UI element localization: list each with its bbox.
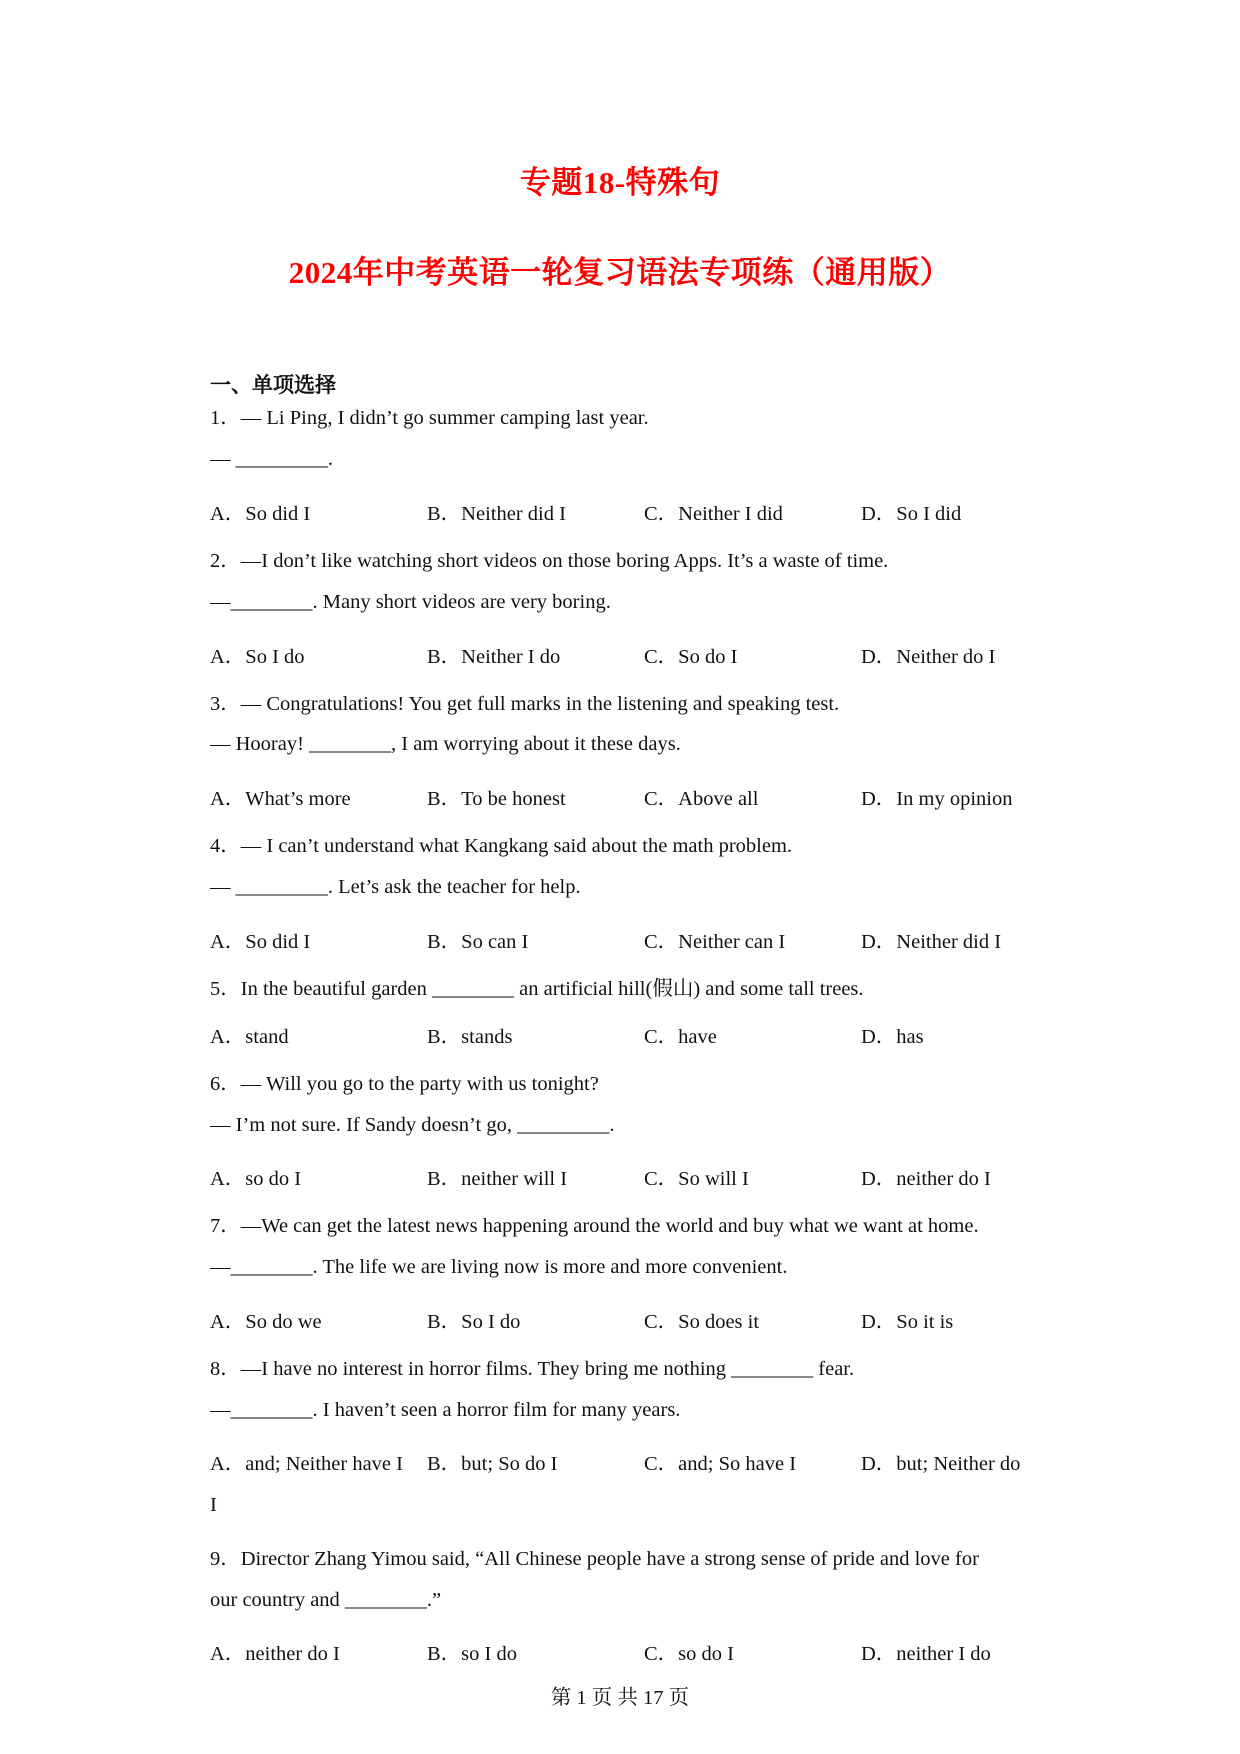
option-b[interactable]: B．Neither did I [427,503,566,525]
question-text: 3．— Congratulations! You get full marks in the listening and speaking test. [210,693,840,715]
question-text: 2．—I don’t like watching short videos on those boring Apps. It’s a waste of time. [210,550,889,572]
option-c[interactable]: C．Neither can I [644,931,786,953]
option-b[interactable]: B．stands [427,1026,513,1048]
option-c[interactable]: C．Neither I did [644,503,783,525]
option-a[interactable]: A．What’s more [210,788,351,810]
question-response: — _________. [210,448,333,470]
option-d[interactable]: D．neither do I [861,1168,991,1190]
option-b[interactable]: B．So I do [427,1311,521,1333]
option-a[interactable]: A．so do I [210,1168,302,1190]
question-text: 6．— Will you go to the party with us tonight? [210,1073,599,1095]
question-response: —________. Many short videos are very boring. [210,591,611,613]
question-text: 8．—I have no interest in horror films. They bring me nothing ________ fear. [210,1358,855,1380]
option-b[interactable]: B．To be honest [427,788,566,810]
question-response: — I’m not sure. If Sandy doesn’t go, _________. [210,1114,615,1136]
option-d[interactable]: D．So it is [861,1311,954,1333]
option-c[interactable]: C．have [644,1026,717,1048]
option-c[interactable]: C．and; So have I [644,1453,797,1475]
document-subtitle: 2024年中考英语一轮复习语法专项练（通用版） [288,255,952,290]
option-d[interactable]: D．Neither do I [861,646,996,668]
option-c[interactable]: C．So do I [644,646,738,668]
option-b[interactable]: B．So can I [427,931,529,953]
option-a[interactable]: A．So do we [210,1311,322,1333]
question-text: 5．In the beautiful garden ________ an artificial hill(假山) and some tall trees. [210,978,864,1000]
option-b[interactable]: B．but; So do I [427,1453,558,1475]
option-d[interactable]: D．neither I do [861,1643,991,1665]
question-text: 7．—We can get the latest news happening around the world and buy what we want at home. [210,1215,979,1237]
option-b[interactable]: B．neither will I [427,1168,568,1190]
option-a[interactable]: A．and; Neither have I [210,1453,403,1475]
question-text-continuation: our country and ________.” [210,1589,442,1611]
option-c[interactable]: C．So will I [644,1168,749,1190]
option-a[interactable]: A．So did I [210,931,311,953]
option-a[interactable]: A．So did I [210,503,311,525]
option-d-continuation: I [210,1494,217,1516]
option-b[interactable]: B．so I do [427,1643,517,1665]
question-response: — _________. Let’s ask the teacher for help. [210,876,581,898]
option-d[interactable]: D．In my opinion [861,788,1013,810]
option-d[interactable]: D．So I did [861,503,962,525]
option-d[interactable]: D．but; Neither do [861,1453,1021,1475]
option-a[interactable]: A．So I do [210,646,305,668]
question-text: 1．— Li Ping, I didn’t go summer camping last year. [210,407,649,429]
option-c[interactable]: C．Above all [644,788,759,810]
option-b[interactable]: B．Neither I do [427,646,561,668]
question-response: —________. The life we are living now is more and more convenient. [210,1256,788,1278]
section-heading: 一、单项选择 [210,373,336,397]
page-number: 第 1 页 共 17 页 [550,1687,690,1709]
option-a[interactable]: A．stand [210,1026,289,1048]
option-d[interactable]: D．has [861,1026,924,1048]
question-response: —________. I haven’t seen a horror film for many years. [210,1399,681,1421]
option-a[interactable]: A．neither do I [210,1643,340,1665]
question-text: 9．Director Zhang Yimou said, “All Chinese people have a strong sense of pride and love for [210,1548,979,1570]
document-title: 专题18-特殊句 [519,165,721,200]
option-c[interactable]: C．So does it [644,1311,760,1333]
option-c[interactable]: C．so do I [644,1643,734,1665]
option-d[interactable]: D．Neither did I [861,931,1002,953]
question-text: 4．— I can’t understand what Kangkang said about the math problem. [210,835,793,857]
question-response: — Hooray! ________, I am worrying about it these days. [210,733,681,755]
